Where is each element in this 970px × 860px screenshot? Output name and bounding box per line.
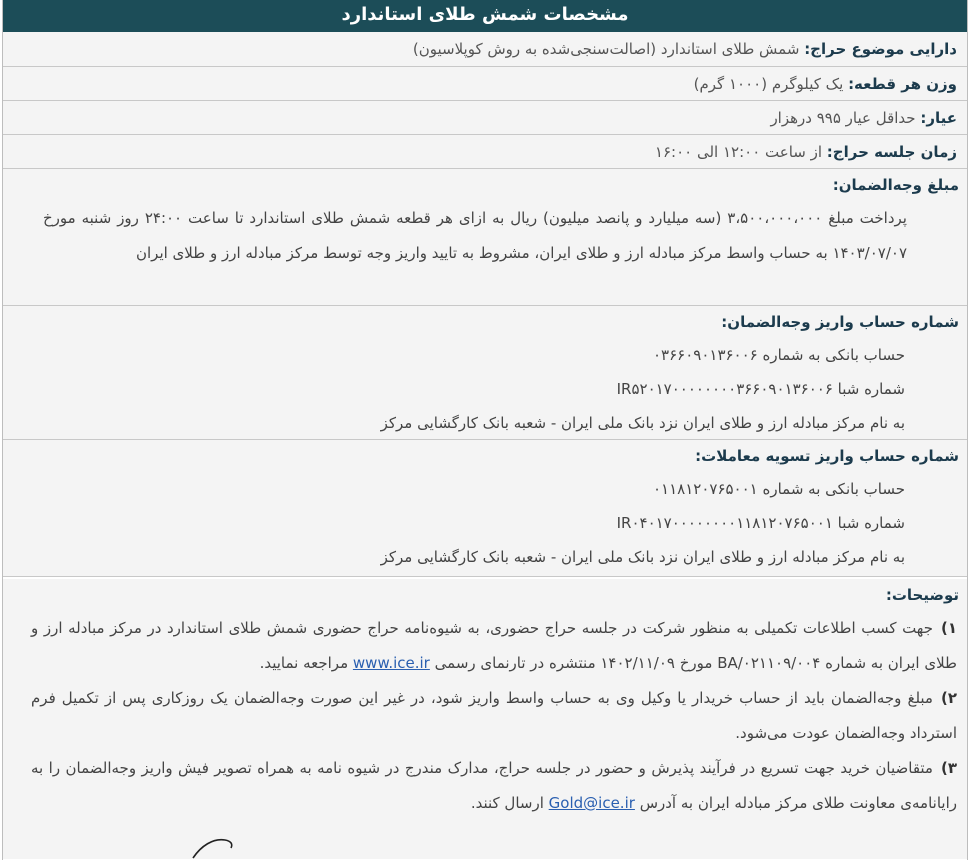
account-line: به نام مرکز مبادله ارز و طلای ایران نزد بانک ملی ایران - شعبه بانک کارگشایی مرکز [380, 414, 905, 432]
section-heading: شماره حساب واریز تسویه معاملات: [695, 447, 959, 465]
field-session-time [3, 135, 967, 169]
field-value: یک کیلوگرم (۱۰۰۰ گرم) [693, 74, 844, 93]
website-link[interactable]: www.ice.ir [352, 654, 430, 672]
note-item [3, 611, 967, 681]
account-line: شماره شبا IR۰۴۰۱۷۰۰۰۰۰۰۰۰۱۱۸۱۲۰۷۶۵۰۰۱ [616, 514, 905, 532]
note-text: مبلغ وجه‌الضمان باید از حساب خریدار یا وکیل وی به حساب واسط واریز شود، در غیر این صورت وجه‌الضمان یک روزکاری پس از تکمیل فرم استرداد وجه‌الضمان عودت می‌شود. [31, 689, 957, 742]
note-number: ۳) [940, 759, 957, 777]
field-label: دارایی موضوع حراج: [804, 40, 957, 58]
account-line: حساب بانکی به شماره ۰۳۶۶۰۹۰۱۳۶۰۰۶ [652, 346, 905, 364]
page-title: مشخصات شمش طلای استاندارد [3, 0, 967, 32]
field-value: شمش طلای استاندارد (اصالت‌سنجی‌شده به روش کوپلاسیون) [412, 40, 800, 58]
cursor-scribble-icon [191, 832, 241, 860]
deposit-account-section [3, 306, 967, 440]
deposit-section [3, 169, 967, 306]
note-item [3, 681, 967, 751]
field-label: وزن هر قطعه: [848, 74, 957, 93]
email-link[interactable]: Gold@ice.ir [548, 794, 635, 812]
account-line: حساب بانکی به شماره ۰۱۱۸۱۲۰۷۶۵۰۰۱ [652, 480, 905, 498]
field-purity [3, 101, 967, 135]
note-tail: مراجعه نمایید. [259, 654, 349, 672]
note-text: جهت کسب اطلاعات تکمیلی به منظور شرکت در جلسه حراج حضوری، به شیوه‌نامه حراج حضوری شمش طلای استاندارد در مرکز مبادله ارز و طلای ایران به شماره BA/۰۲۱۱۰۹/۰۰۴ مورخ ۱۴۰۲/۱۱/۰۹ منتشره در تارنمای رسمی [31, 619, 957, 672]
settlement-account-section [3, 440, 967, 577]
field-value: از ساعت ۱۲:۰۰ الی ۱۶:۰۰ [654, 142, 823, 161]
account-line: به نام مرکز مبادله ارز و طلای ایران نزد بانک ملی ایران - شعبه بانک کارگشایی مرکز [380, 548, 905, 566]
account-line: شماره شبا IR۵۲۰۱۷۰۰۰۰۰۰۰۰۳۶۶۰۹۰۱۳۶۰۰۶ [616, 380, 905, 398]
note-text: متقاضیان خرید جهت تسریع در فرآیند پذیرش و حضور در جلسه حراج، مدارک مندرج در شیوه نامه به همراه تصویر فیش واریز وجه‌الضمان را به رایانامه‌ی معاونت طلای مرکز مبادله ایران به آدرس [31, 759, 957, 812]
note-number: ۱) [940, 619, 957, 637]
note-item [3, 751, 967, 821]
deposit-text: پرداخت مبلغ ۳،۵۰۰،۰۰۰،۰۰۰ (سه میلیارد و پانصد میلیون) ریال به ازای هر قطعه شمش طلای استاندارد تا ساعت ۲۴:۰۰ روز شنبه مورخ ۱۴۰۳/۰۷/۰۷ به حساب واسط مرکز مبادله ارز و طلای ایران، مشروط به تایید واریز وجه توسط مرکز مبادله ارز و طلای ایران [43, 209, 907, 262]
field-value: حداقل عیار ۹۹۵ درهزار [770, 108, 916, 127]
notes-section [3, 579, 967, 859]
section-heading: توضیحات: [885, 586, 959, 604]
section-heading: مبلغ وجه‌الضمان: [832, 176, 959, 194]
field-asset [3, 32, 967, 67]
section-heading: شماره حساب واریز وجه‌الضمان: [721, 313, 959, 331]
note-number: ۲) [940, 689, 957, 707]
note-tail: ارسال کنند. [470, 794, 544, 812]
spec-sheet [2, 0, 968, 860]
field-label: زمان جلسه حراج: [826, 142, 957, 161]
field-weight [3, 67, 967, 101]
field-label: عیار: [920, 108, 957, 127]
